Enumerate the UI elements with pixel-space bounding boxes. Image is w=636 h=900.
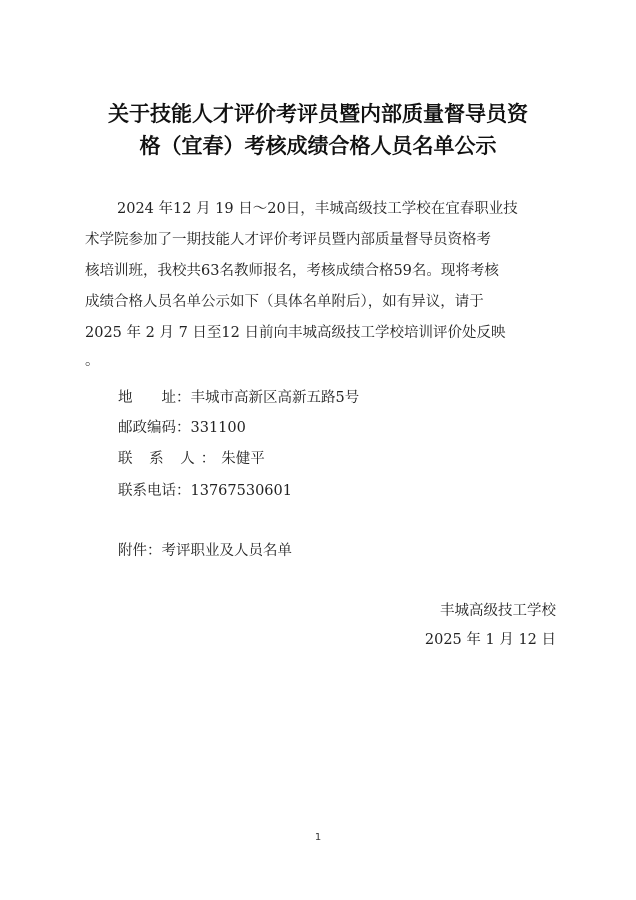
contact-phone — [118, 476, 292, 506]
contact-address-label: 地 址： — [118, 390, 191, 406]
attachment-note: 附件：考评职业及人员名单 — [118, 543, 292, 559]
body-line-5: 2025 年 2 月 7 日至12 日前向丰城高级技工学校培训评价处反映 — [85, 325, 506, 341]
contact-address — [118, 383, 359, 413]
contact-person-value: 朱健平 — [221, 451, 265, 467]
signature-org: 丰城高级技工学校 — [440, 603, 556, 619]
page-number: 1 — [314, 832, 322, 843]
body-line-3: 核培训班，我校共63名教师报名，考核成绩合格59名。现将考核 — [85, 263, 499, 279]
contact-postcode — [118, 413, 246, 443]
document-title-line-2: 格（宜春）考核成绩合格人员名单公示 — [139, 134, 497, 158]
body-line-4: 成绩合格人员名单公示如下（具体名单附后），如有异议，请于 — [85, 294, 484, 310]
contact-postcode-label: 邮政编码： — [118, 420, 191, 436]
contact-phone-value: 13767530601 — [190, 483, 292, 499]
contact-person-label: 联 系 人： — [118, 451, 222, 467]
contact-address-value: 丰城市高新区高新五路5号 — [190, 390, 360, 406]
signature-date: 2025 年 1 月 12 日 — [424, 632, 556, 648]
contact-person — [118, 444, 265, 474]
document-title-line-1: 关于技能人才评价考评员暨内部质量督导员资 — [108, 102, 528, 126]
body-line-1: 2024 年12 月 19 日～20日，丰城高级技工学校在宜春职业技 — [117, 201, 518, 217]
contact-postcode-value: 331100 — [190, 420, 246, 436]
body-line-2: 术学院参加了一期技能人才评价考评员暨内部质量督导员资格考 — [85, 232, 491, 248]
body-line-6: 。 — [85, 353, 100, 369]
contact-phone-label: 联系电话： — [118, 483, 191, 499]
